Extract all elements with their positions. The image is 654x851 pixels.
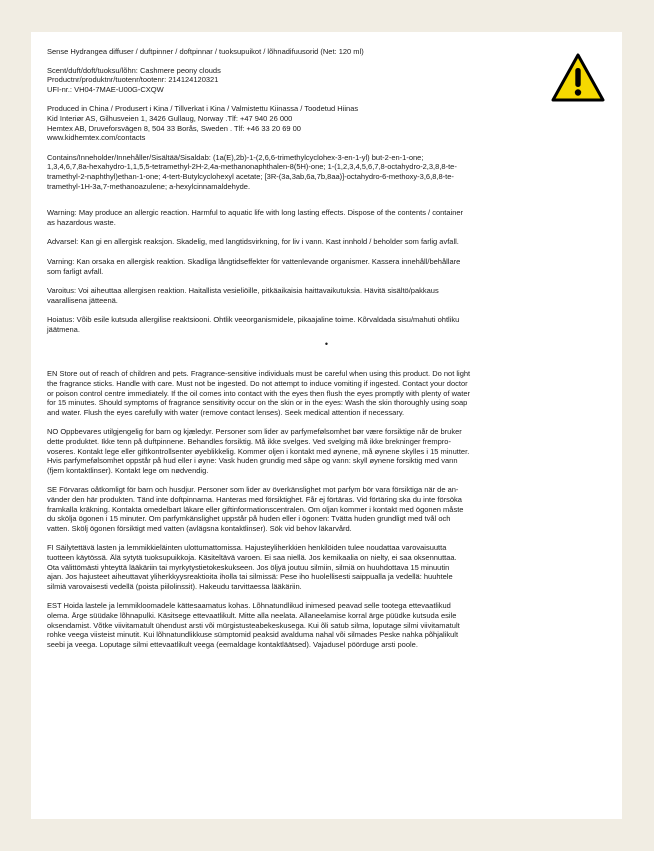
warning-triangle-icon — [551, 53, 605, 103]
instructions-se: SE Förvaras oåtkomligt för barn och husdjur. Personer som lider av överkänslighet mot parfym bör vara försiktiga när de an- vänder den här produkten. Tänd inte doftpinnarna. Hanteras med försiktighet. Får ej förtäras. Vid förtäring ska du inte försöka framkalla kräkning. Kontakta omedelbart läkare eller giftinformationscentralen. Om oljan kommer i kontakt med ögonen måste du skölja ögonen i 15 minuter. Om parfymkänslighet uppstår på huden eller i ögonen: Tvätta huden grundligt med tvål och vatten. Skölj ögonen försiktigt med vatten (avlägsna kontaktlinser). Sök vid behov läkarvård. — [47, 485, 464, 533]
instructions-ee: EST Hoida lastele ja lemmikloomadele kättesaamatus kohas. Lõhnatundlikud inimesed peavad selle tootega ettevaatlikud olema. Ärge süüdake lõhnapulki. Käsitsege ettevaatlikult. Mitte alla neelata. Allaneelamise korral ärge püüdke kutsuda esile oksendamist. Võtke viivitamatult ühendust arsti või mürgistusteabekeskusega. Kui õli satub silma, loputage silmi viivitamatult rohke veega viisteist minutit. Kui lõhnatundlikkuse sümptomid peaksid avalduma nahal või silmades Peske nahka põhjalikult seebi ja veega. Loputage silmi ettevaatlikult veega (eemaldage kontaktläätsed). Vajadusel pöörduge arsti poole. — [47, 601, 460, 649]
ingredients: Contains/Inneholder/Innehåller/Sisältää/Sisaldab: (1a(E),2b)-1-(2,6,6-trimethylcyclohex-3-en-1-yl) but-2-en-1-one; 1,3,4,6,7,8a-hexahydro-1,1,5,5-tetramethyl-2H-2,4a-methanonaphthalen-8(5H)-one; 1-(1,2,3,4,5,6,7,8-octahydro-2,3,8,8-te- tramethyl-2-naphthyl)ethan-1-one; 4-tert-Butylcyclohexyl acetate; [3R-(3a,3ab,6a,7b,8aa)]-octahydro-6-methoxy-3,6,8,8-te- tramethyl-1H-3a,7-methanoazulene; a-hexylcinnamaldehyde. — [47, 152, 457, 191]
product-title: Sense Hydrangea diffuser / duftpinner / doftpinnar / tuoksupuikot / lõhnadifuusorid (Net: 120 ml) — [47, 47, 364, 56]
warning-no: Advarsel: Kan gi en allergisk reaksjon. Skadelig, med langtidsvirkning, for liv i vann. Kast innhold / beholder som farlig avfall. — [47, 237, 459, 247]
warning-ee: Hoiatus: Võib esile kutsuda allergilise reaktsiooni. Ohtlik veeorganismidele, pikaajaline toime. Kõrvaldada sisu/mahuti ohtliku jäätmena. — [47, 315, 460, 334]
instructions-no: NO Oppbevares utilgjengelig for barn og kjæledyr. Personer som lider av parfymefølsomhet bør være forsiktige når de bruker dette produktet. Ikke tenn på duftpinnene. Behandles forsiktig. Må ikke svelges. Ved svelging må ikke brekninger frempro- voseres. Kontakt lege eller giftkontrollsenter øyeblikkelig. Kommer oljen i kontakt med øynene, må øynene skylles i 15 minutter. Hvis parfymefølsomhet oppstår på hud eller i øyne: Vask huden grundig med såpe og vann: skyll øynene forsiktig med vann (fjern kontaktlinser). Kontakt lege om nødvendig. — [47, 427, 470, 475]
origin-line: Produced in China / Produsert i Kina / Tillverkat i Kina / Valmistettu Kiinassa / Toodetud Hiinas — [47, 104, 359, 114]
product-number: Productnr/produktnr/tuotenr/tootenr: 214124120321 — [47, 75, 219, 85]
warning-en: Warning: May produce an allergic reaction. Harmful to aquatic life with long lasting effects. Dispose of the contents / container as hazardous waste. — [47, 208, 464, 227]
warning-fi: Varoitus: Voi aiheuttaa allergisen reaktion. Haitallista vesieliöille, pitkäaikaisia haittavaikutuksia. Hävitä sisältö/pakkaus vaarallisena jätteenä. — [47, 286, 439, 305]
instructions-fi: FI Säilytettävä lasten ja lemmikkieläinten ulottumattomissa. Hajusteyliherkkien henkilöiden tulee noudattaa varovaisuutta tuotteen käytössä. Älä sytytä tuoksupuikkoja. Käsiteltävä varoen. Ei saa niellä. Jos kemikaalia on nielty, ei saa oksennuttaa. Ota välittömästi yhteyttä lääkäriin tai myrkytystietokeskukseen. Jos öljyä joutuu silmiin, silmiä on huuhdottava 15 minuutin ajan. Jos hajusteet aiheuttavat yliherkkyysreaktioita iholla tai silmissä: Pese iho huolellisesti saippualla ja vedellä: huuhtele silmiä varovaisesti vedellä (poista piilolinssit). Hakeudu tarvittaessa lääkäriin. — [47, 543, 457, 591]
ufi-number: UFI-nr.: VH04-7MAE-U00G-CXQW — [47, 84, 164, 94]
warning-se: Varning: Kan orsaka en allergisk reaktion. Skadliga långtidseffekter för vattenlevande organismer. Kassera innehåll/behållare som farligt avfall. — [47, 256, 461, 276]
instructions-en: EN Store out of reach of children and pets. Fragrance-sensitive individuals must be careful when using this product. Do not light the fragrance sticks. Handle with care. Must not be ingested. Do not attempt to induce vomiting if ingested. Contact your doctor or poison control centre immediately. If the oil comes into contact with the eyes then flush the eyes promptly with plenty of water for 15 minutes. Should symptoms of fragrance sensitivity occur on the skin or in the eyes: Wash the skin thoroughly using soap and water. Flush the eyes carefully with water (remove contact lenses). Seek medical attention if necessary. — [47, 369, 471, 417]
contact-url: www.kidhemtex.com/contacts — [47, 133, 146, 143]
scent-line: Scent/duft/doft/tuoksu/lõhn: Cashmere peony clouds — [47, 65, 221, 75]
importer-norway: Kid Interiør AS, Gilhusveien 1, 3426 Gullaug, Norway .Tlf: +47 940 26 000 — [47, 113, 293, 123]
importer-sweden: Hemtex AB, Druveforsvägen 8, 504 33 Borås, Sweden . Tlf: +46 33 20 69 00 — [47, 123, 301, 133]
label-sheet — [31, 32, 622, 819]
separator-dot: • — [324, 339, 329, 350]
